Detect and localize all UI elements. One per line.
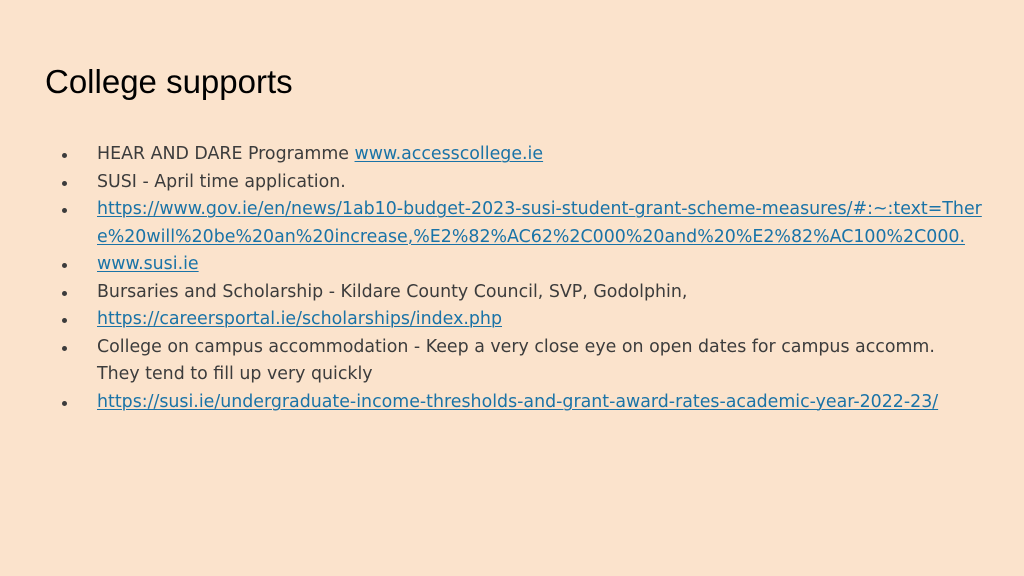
list-item	[62, 169, 982, 197]
accesscollege-link[interactable]: www.accesscollege.ie	[354, 144, 544, 164]
bullet-icon	[62, 346, 67, 351]
susi-thresholds-link[interactable]: https://susi.ie/undergraduate-income-thresholds-and-grant-award-rates-academic-year-2022-23/	[97, 391, 939, 412]
slide-title: College supports	[45, 63, 293, 100]
careersportal-link[interactable]: https://careersportal.ie/scholarships/index.php	[97, 309, 502, 329]
list-item	[62, 334, 982, 389]
list-item	[62, 306, 982, 334]
bullet-text: Bursaries and Scholarship - Kildare County Council, SVP, Godolphin,	[97, 281, 688, 302]
bullet-icon	[62, 318, 67, 323]
bullet-text: SUSI - April time application.	[97, 171, 346, 192]
bullet-icon	[62, 291, 67, 296]
list-item	[62, 251, 982, 279]
bullet-list	[62, 141, 982, 416]
susi-link[interactable]: www.susi.ie	[97, 254, 199, 274]
list-item	[62, 141, 982, 169]
bullet-icon	[62, 153, 67, 158]
list-item	[62, 279, 982, 307]
gov-ie-budget-link[interactable]: https://www.gov.ie/en/news/1ab10-budget-2023-susi-student-grant-scheme-measures/#:~:text=There%20will%20be%20an%20increase,%E2%82%AC62%2C000%20and%20%E2%82%AC100%2C000.	[97, 199, 982, 247]
bullet-text: College on campus accommodation - Keep a very close eye on open dates for campus accomm. They tend to fill up very quickly	[97, 336, 935, 384]
bullet-icon	[62, 208, 67, 213]
bullet-text: HEAR AND DARE Programme	[97, 144, 355, 164]
list-item	[62, 389, 982, 417]
bullet-icon	[62, 401, 67, 406]
bullet-icon	[62, 181, 67, 186]
bullet-icon	[62, 263, 67, 268]
list-item	[62, 196, 982, 251]
